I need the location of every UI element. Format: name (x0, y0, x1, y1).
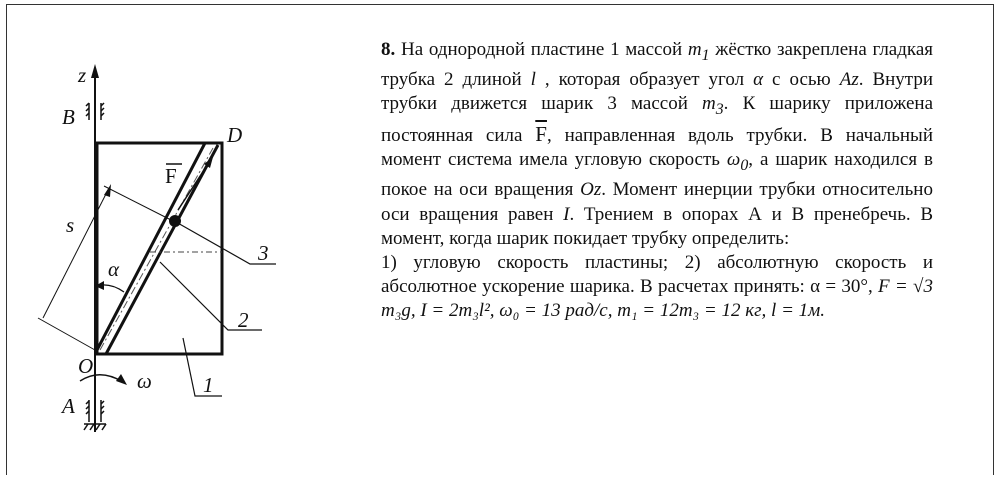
var-omega0: ω (726, 149, 741, 171)
s-arrowhead (104, 184, 111, 197)
text-part: , а шарик находился в покое на оси вращения (381, 149, 934, 201)
text-part: . Внутри трубки движется шарик 3 массой (381, 69, 933, 115)
s-label: s (66, 213, 75, 237)
var-m1-sub: 1 (701, 46, 710, 64)
text-part: . Момент инерции трубки относительно оси вращения равен (381, 179, 933, 225)
omega-label: ω (137, 369, 152, 393)
var-m3: m (702, 93, 716, 115)
text-part: , направленная вдоль трубки. В начальный момент система имела угловую скорость (381, 125, 933, 171)
questions-text: 1) угловую скорость пластины; 2) абсолютную скорость и абсолютное ускорение шарика. В расчетах принять: α = 30°, (381, 252, 933, 298)
var-omega0-sub: 0 (740, 157, 749, 175)
point-b-label: B (62, 105, 75, 129)
problem-text (381, 38, 933, 251)
var-f-vector: $\overline{F}$ (535, 122, 547, 147)
text-part: . Трением в опорах А и В пренебречь. В момент, когда шарик покидает трубку определить: (381, 203, 933, 249)
text-part: жёстко закреплена гладкая трубка 2 длиной (381, 39, 934, 90)
problem-number: 8. (381, 39, 396, 60)
force-label: F (165, 164, 177, 188)
var-l: l (530, 69, 536, 90)
problem-statement (381, 38, 933, 324)
omega-arrowhead (116, 374, 127, 385)
label-1: 1 (203, 373, 214, 397)
tube-2-outer-left (97, 143, 205, 350)
tube-2-outer-right (106, 145, 218, 354)
var-m1: m (687, 39, 702, 60)
var-az: Az (839, 69, 859, 90)
var-i: I (563, 203, 570, 225)
label-3: 3 (258, 241, 269, 265)
alpha-label: α (108, 257, 120, 281)
text-part: . К шарику приложена постоянная сила (381, 93, 934, 147)
s-ext-top (104, 186, 173, 221)
ball-3 (169, 215, 181, 227)
var-alpha: α (753, 69, 764, 90)
label-2: 2 (238, 308, 249, 332)
var-oz: Oz (580, 179, 602, 201)
tube-2-axis (100, 148, 213, 350)
z-label: z (78, 63, 87, 87)
text-part: На однородной пластине 1 массой (400, 39, 688, 60)
text-part: , которая образует угол (535, 69, 754, 90)
var-m3-sub: 3 (715, 101, 724, 118)
point-d-label: D (227, 123, 243, 147)
point-a-label: A (62, 394, 75, 418)
z-axis-arrow (91, 64, 99, 78)
text-part: с осью (763, 69, 840, 90)
problem-questions (381, 251, 933, 324)
mechanics-diagram (0, 0, 360, 478)
point-o-label: O (78, 354, 94, 378)
given-values: F = √3 m₃g, I = 2m₃l², ω₀ = 13 рад/с, m₁ = 12m₃ = 12 кг, l = 1м. (381, 276, 933, 322)
s-ext-bottom (38, 318, 95, 350)
